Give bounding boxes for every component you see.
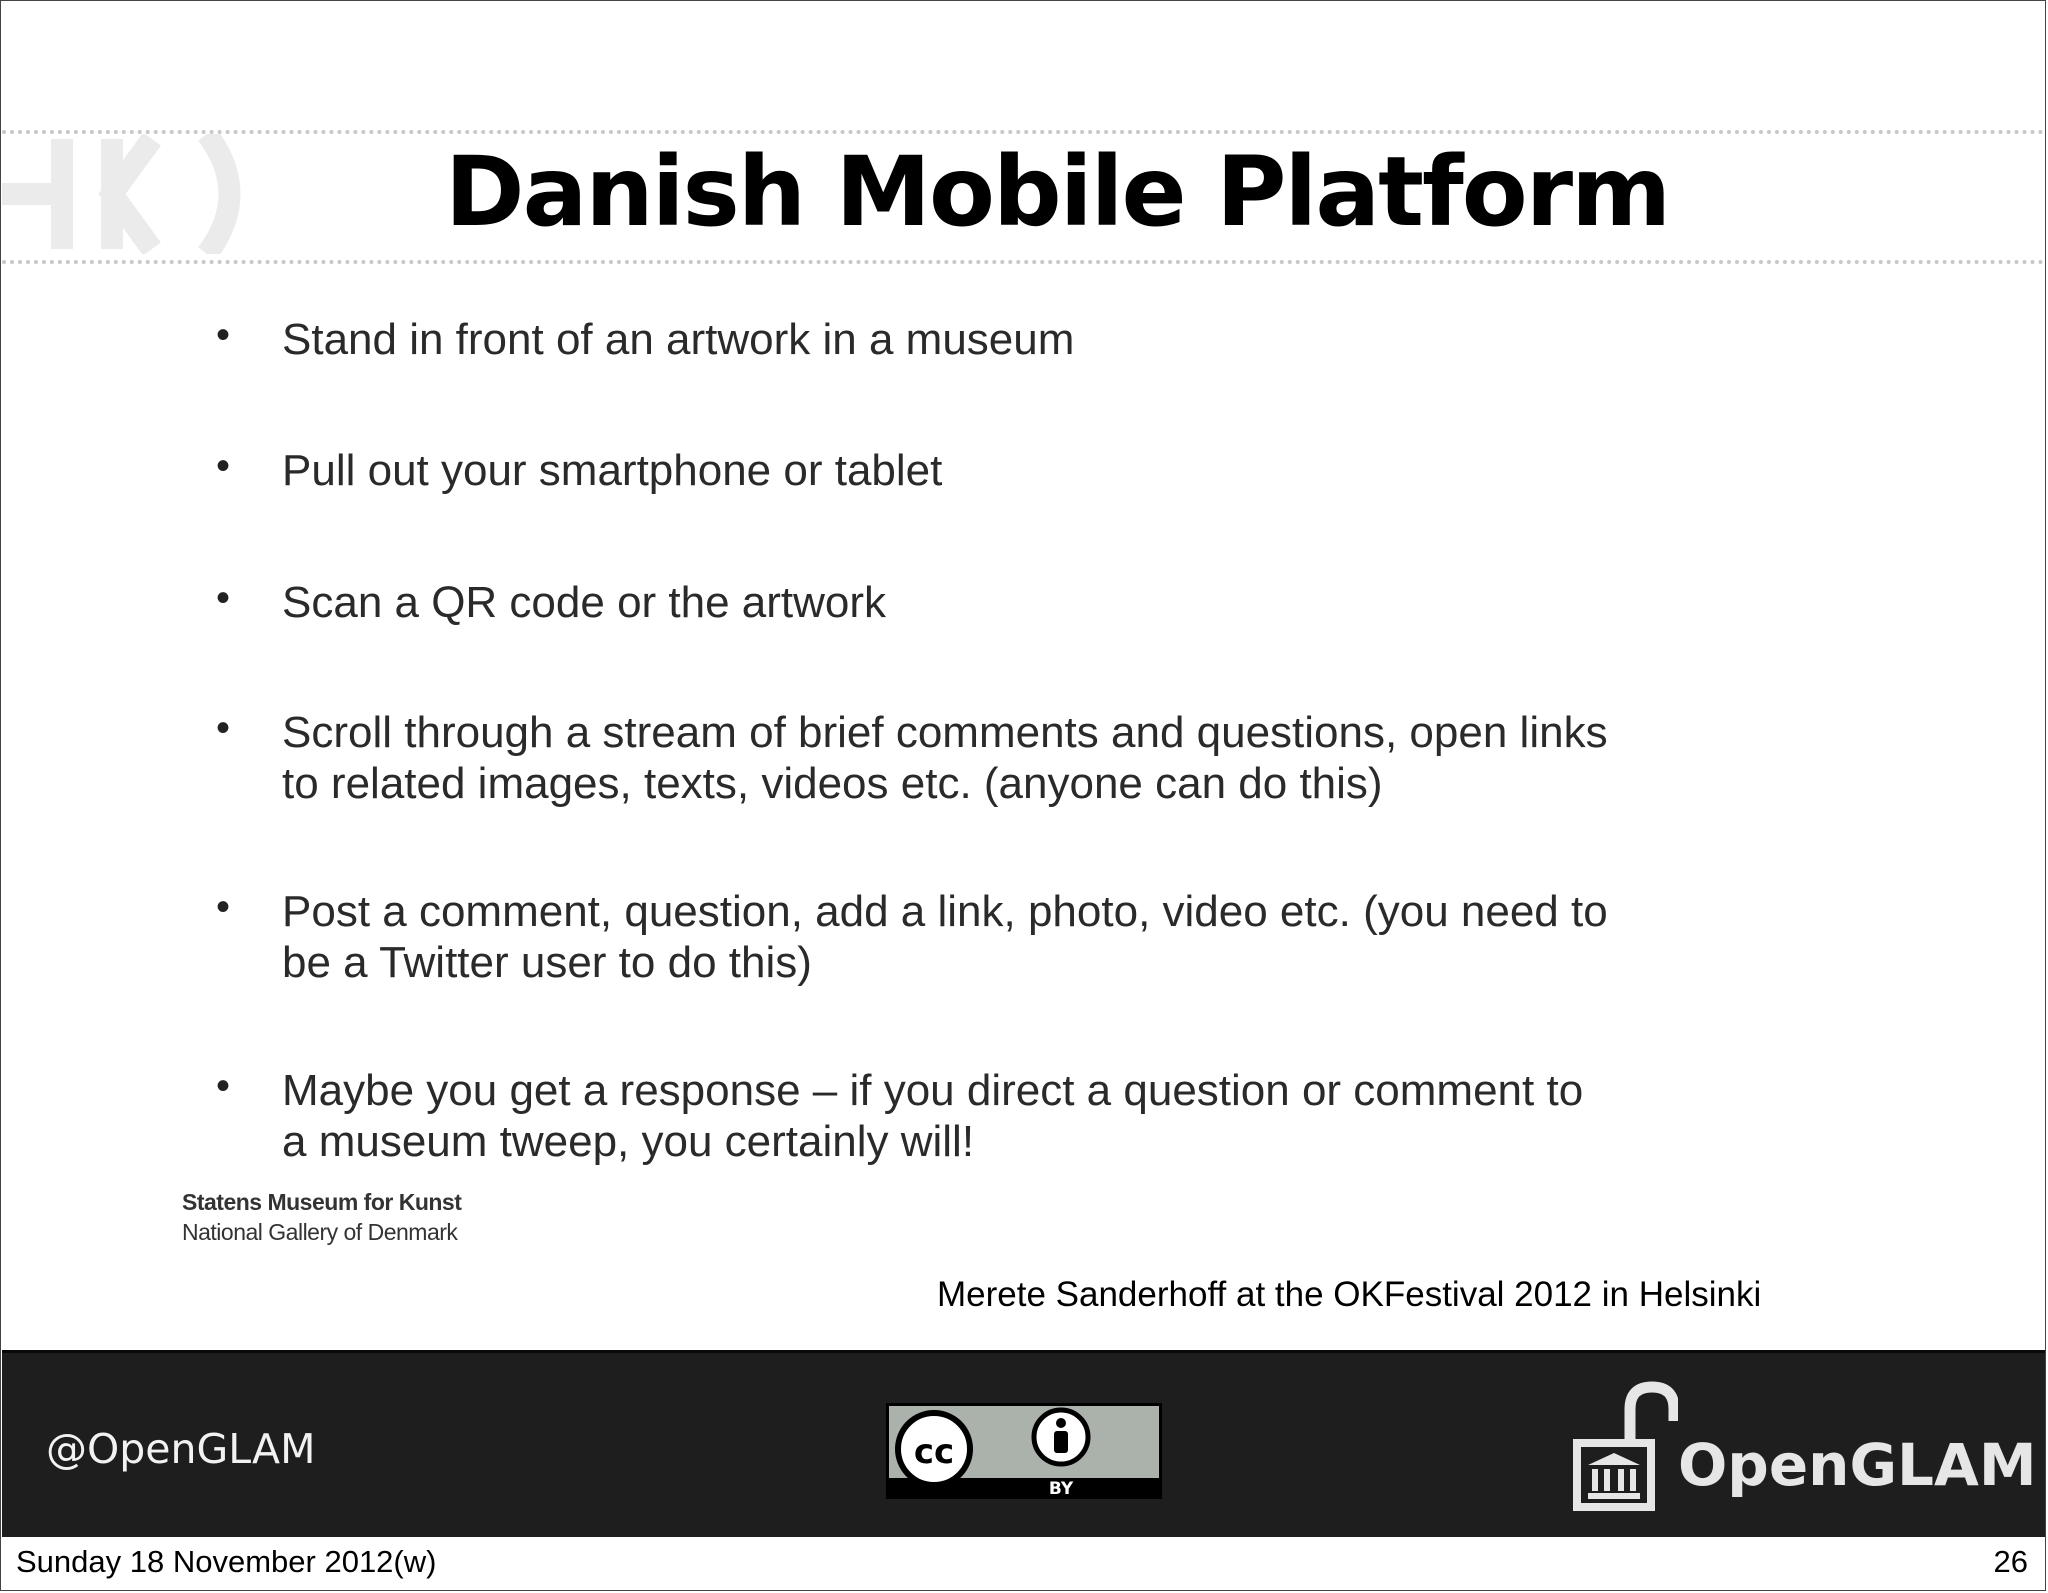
slide-caption: Merete Sanderhoff at the OKFestival 2012 in Helsinki <box>937 1275 1762 1314</box>
openglam-logo-icon <box>1568 1381 1678 1516</box>
museum-credit <box>182 1187 461 1247</box>
title-divider-bottom <box>2 260 2045 264</box>
bullet-item <box>198 314 1838 365</box>
bullet-marker: • <box>216 313 231 357</box>
bullet-text: Scroll through a stream of brief comments and questions, open links to related images, texts, videos etc. (anyone can do this) <box>282 708 1608 808</box>
bullet-item <box>198 445 1838 496</box>
bullet-text: Pull out your smartphone or tablet <box>282 446 943 495</box>
footer-bar <box>2 1350 2045 1537</box>
slide-title: Danish Mobile Platform <box>444 136 1670 248</box>
bullet-text: Maybe you get a response – if you direct a question or comment to a museum tweep, you certainly will! <box>282 1066 1584 1166</box>
bullet-marker: • <box>216 1064 231 1108</box>
twitter-handle: @OpenGLAM <box>46 1425 316 1473</box>
openglam-logo <box>1568 1381 2037 1516</box>
slide <box>2 2 2045 1350</box>
bullet-item <box>198 707 1838 809</box>
museum-name: Statens Museum for Kunst <box>182 1189 462 1215</box>
openglam-logo-text: OpenGLAM <box>1678 1431 2037 1499</box>
bullet-item <box>198 577 1838 628</box>
by-label: BY <box>1048 1479 1074 1499</box>
bullet-item <box>198 1065 1838 1167</box>
museum-subtitle: National Gallery of Denmark <box>182 1219 458 1245</box>
bullet-marker: • <box>216 706 231 750</box>
page-number: 26 <box>1993 1544 2028 1579</box>
creative-commons-by-icon <box>886 1403 1162 1499</box>
bullet-text: Scan a QR code or the artwork <box>282 578 887 627</box>
bullet-marker: • <box>216 444 231 488</box>
bullet-text: Stand in front of an artwork in a museum <box>282 315 1075 364</box>
bullet-item <box>198 886 1838 988</box>
bullet-marker: • <box>216 576 231 620</box>
bullet-text: Post a comment, question, add a link, photo, video etc. (you need to be a Twitter user to do this) <box>282 887 1608 987</box>
bullet-marker: • <box>216 885 231 929</box>
status-date: Sunday 18 November 2012(w) <box>16 1544 437 1579</box>
embedded-slide-image <box>182 302 1838 1262</box>
cc-label: cc <box>913 1432 955 1472</box>
